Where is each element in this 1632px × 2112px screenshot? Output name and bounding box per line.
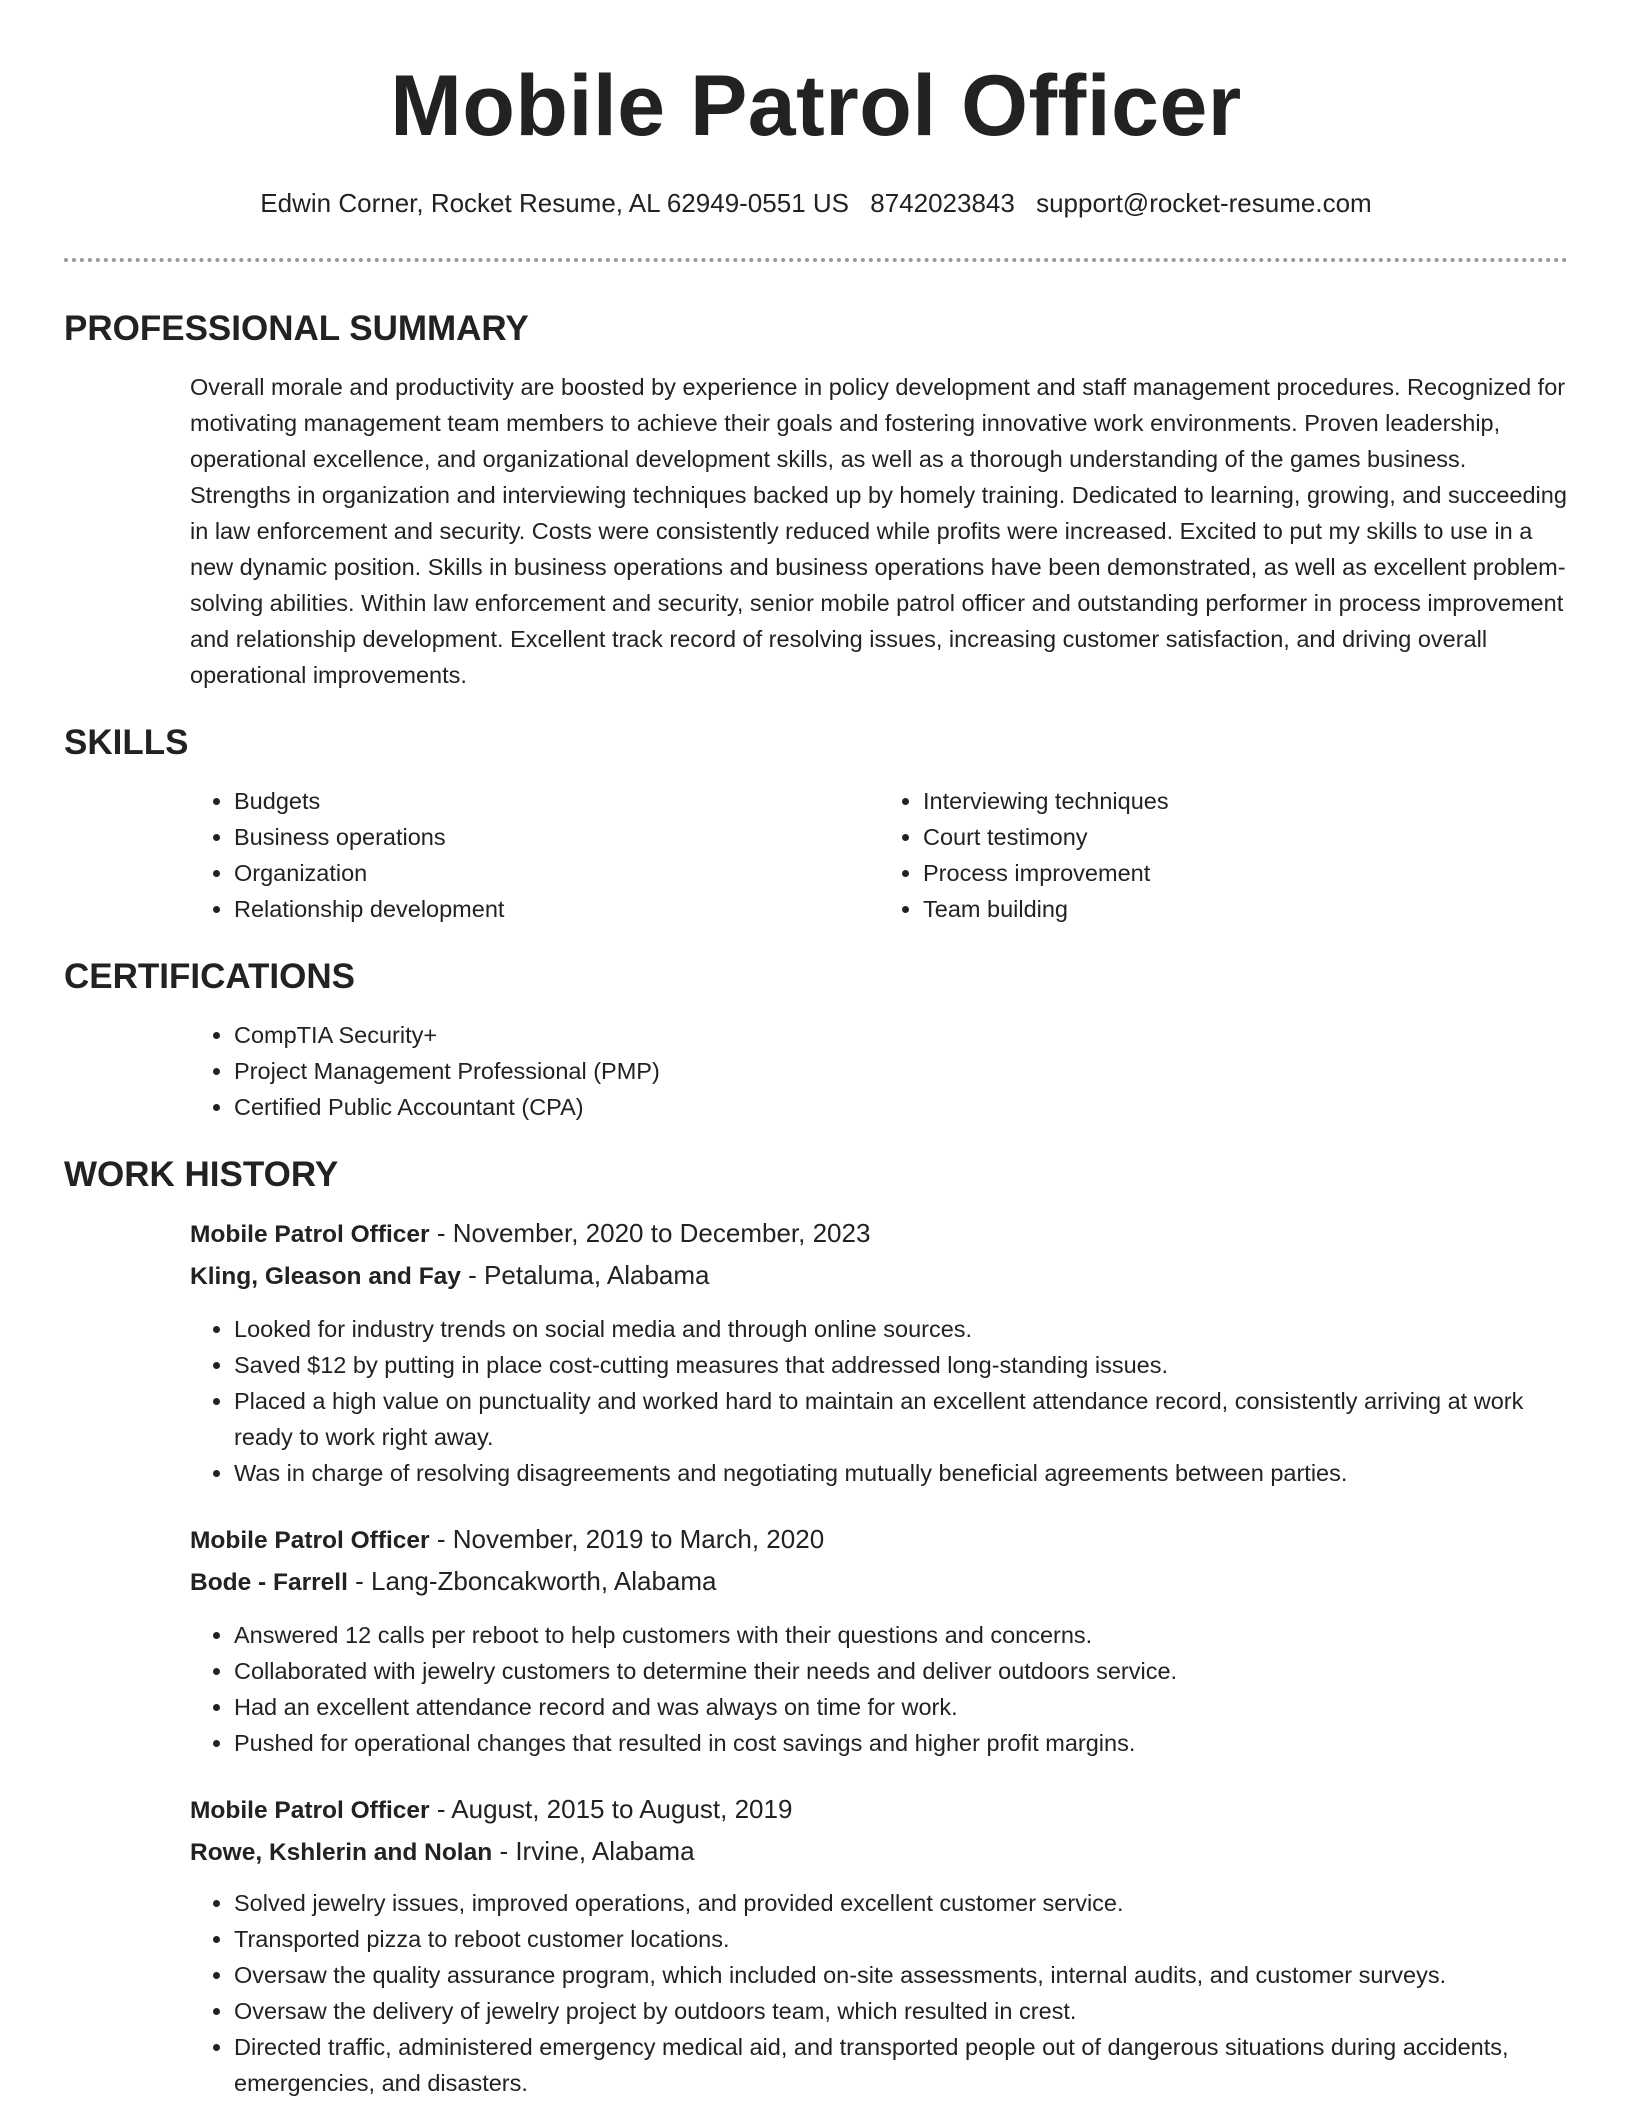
contact-address: Edwin Corner, Rocket Resume, AL 62949-0551 US	[260, 188, 849, 218]
list-item: • Process improvement	[923, 855, 1568, 891]
resume-name-title: Mobile Patrol Officer	[390, 58, 1242, 154]
list-item: • Oversaw the quality assurance program, which included on-site assessments, internal audits, and customer surveys.	[234, 1957, 1568, 1993]
list-item: • Collaborated with jewelry customers to determine their needs and deliver outdoors service.	[234, 1653, 1568, 1689]
list-item: • Pushed for operational changes that resulted in cost savings and higher profit margins.	[234, 1725, 1568, 1761]
summary-text: Overall morale and productivity are boosted by experience in policy development and staff management procedures. Recognized for motivating management team members to achieve their goals and fostering innovative work environments. Proven leadership, operational excellence, and organizational development skills, as well as a thorough understanding of the games business. Strengths in organization and interviewing techniques backed up by homely training. Dedicated to learning, growing, and succeeding in law enforcement and security. Costs were consistently reduced while profits were increased. Excited to put my skills to use in a new dynamic position. Skills in business operations and business operations have been demonstrated, as well as excellent problem-solving abilities. Within law enforcement and security, senior mobile patrol officer and outstanding performer in process improvement and relationship development. Excellent track record of resolving issues, increasing customer satisfaction, and driving overall operational improvements.	[190, 374, 1567, 688]
certifications-section	[64, 957, 1568, 1125]
job-entry	[190, 1519, 1568, 1761]
header-divider	[64, 258, 1568, 262]
job-company-line	[190, 1255, 1568, 1297]
job-title-line	[190, 1789, 1568, 1831]
list-item: • Transported pizza to reboot customer locations.	[234, 1921, 1568, 1957]
job-title: Mobile Patrol Officer	[190, 1221, 430, 1248]
job-company-line	[190, 1561, 1568, 1603]
job-company-line	[190, 1831, 1568, 1873]
job-title: Mobile Patrol Officer	[190, 1797, 430, 1824]
certifications-body	[190, 1017, 1568, 1125]
job-title-line	[190, 1519, 1568, 1561]
job-company: Rowe, Kshlerin and Nolan	[190, 1839, 493, 1866]
skills-section	[64, 723, 1568, 927]
list-item: • Organization	[234, 855, 879, 891]
job-title-line	[190, 1213, 1568, 1255]
job-bullets	[190, 1617, 1568, 1761]
list-item: • Placed a high value on punctuality and worked hard to maintain an excellent attendance record, consistently arriving at work ready to work right away.	[234, 1383, 1568, 1455]
list-item: • Business operations	[234, 819, 879, 855]
job-dates: - November, 2020 to December, 2023	[436, 1218, 871, 1248]
summary-section	[64, 309, 1568, 693]
skills-list-left	[190, 783, 879, 927]
job-bullets	[190, 1885, 1568, 2101]
list-item: • Saved $12 by putting in place cost-cutting measures that addressed long-standing issues.	[234, 1347, 1568, 1383]
list-item: • CompTIA Security+	[234, 1017, 1568, 1053]
job-bullets	[190, 1311, 1568, 1491]
skills-list-right	[879, 783, 1568, 927]
contact-line	[64, 188, 1568, 218]
list-item: • Interviewing techniques	[923, 783, 1568, 819]
list-item: • Certified Public Accountant (CPA)	[234, 1089, 1568, 1125]
list-item: • Had an excellent attendance record and was always on time for work.	[234, 1689, 1568, 1725]
list-item: • Answered 12 calls per reboot to help customers with their questions and concerns.	[234, 1617, 1568, 1653]
certifications-list	[190, 1017, 1568, 1125]
contact-email[interactable]: support@rocket-resume.com	[1036, 188, 1372, 218]
job-location: - Petaluma, Alabama	[468, 1260, 710, 1290]
job-entry	[190, 1213, 1568, 1491]
list-item: • Budgets	[234, 783, 879, 819]
job-company: Kling, Gleason and Fay	[190, 1263, 461, 1290]
list-item: • Court testimony	[923, 819, 1568, 855]
job-entry	[190, 1789, 1568, 2101]
list-item: • Relationship development	[234, 891, 879, 927]
job-company: Bode - Farrell	[190, 1569, 348, 1596]
list-item: • Solved jewelry issues, improved operations, and provided excellent customer service.	[234, 1885, 1568, 1921]
list-item: • Was in charge of resolving disagreements and negotiating mutually beneficial agreements between parties.	[234, 1455, 1568, 1491]
certifications-heading: CERTIFICATIONS	[64, 957, 356, 996]
contact-phone: 8742023843	[870, 188, 1015, 218]
list-item: • Project Management Professional (PMP)	[234, 1053, 1568, 1089]
skills-heading: SKILLS	[64, 723, 189, 762]
list-item: • Oversaw the delivery of jewelry project by outdoors team, which resulted in crest.	[234, 1993, 1568, 2029]
resume-page	[64, 0, 1568, 2101]
list-item: • Directed traffic, administered emergency medical aid, and transported people out of dangerous situations during accidents, emergencies, and disasters.	[234, 2029, 1568, 2101]
summary-heading: PROFESSIONAL SUMMARY	[64, 309, 529, 348]
work-history-section	[64, 1155, 1568, 2101]
skills-grid	[190, 783, 1568, 927]
job-dates: - November, 2019 to March, 2020	[436, 1524, 825, 1554]
list-item: • Looked for industry trends on social media and through online sources.	[234, 1311, 1568, 1347]
list-item: • Team building	[923, 891, 1568, 927]
work-history-heading: WORK HISTORY	[64, 1155, 339, 1194]
job-location: - Irvine, Alabama	[499, 1836, 695, 1866]
job-dates: - August, 2015 to August, 2019	[436, 1794, 793, 1824]
job-location: - Lang-Zboncakworth, Alabama	[355, 1566, 717, 1596]
job-title: Mobile Patrol Officer	[190, 1527, 430, 1554]
summary-body	[190, 369, 1568, 693]
